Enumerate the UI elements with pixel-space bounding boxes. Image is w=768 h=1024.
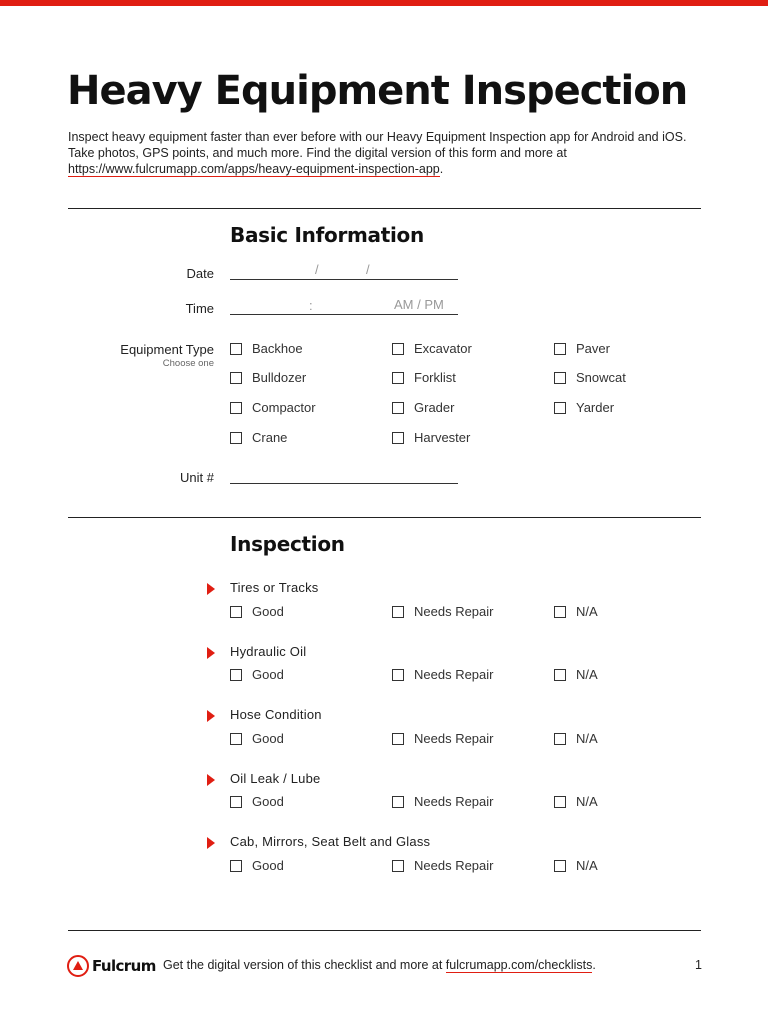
- equip-option-forklist[interactable]: Forklist: [392, 370, 456, 385]
- inspection-item-label: Hydraulic Oil: [230, 644, 307, 659]
- equip-option-snowcat[interactable]: Snowcat: [554, 370, 626, 385]
- item-arrow-icon: [207, 710, 215, 722]
- section-divider-basic: [68, 208, 701, 209]
- item5-option-good[interactable]: Good: [230, 858, 284, 873]
- checkbox[interactable]: [392, 733, 404, 745]
- date-label: Date: [186, 266, 214, 281]
- item2-option-good[interactable]: Good: [230, 667, 284, 682]
- checkbox[interactable]: [554, 669, 566, 681]
- checkbox[interactable]: [554, 733, 566, 745]
- time-field[interactable]: [230, 314, 458, 315]
- item2-option-needs-repair[interactable]: Needs Repair: [392, 667, 494, 682]
- checkbox[interactable]: [230, 606, 242, 618]
- checkbox[interactable]: [392, 402, 404, 414]
- intro-paragraph: [68, 129, 708, 177]
- checkbox[interactable]: [554, 343, 566, 355]
- item1-option-na[interactable]: N/A: [554, 604, 598, 619]
- item-arrow-icon: [207, 583, 215, 595]
- item1-option-needs-repair[interactable]: Needs Repair: [392, 604, 494, 619]
- checkbox[interactable]: [230, 796, 242, 808]
- equipment-type-sublabel: Choose one: [162, 358, 214, 369]
- checkbox[interactable]: [392, 432, 404, 444]
- fulcrum-logo: [67, 955, 156, 977]
- equipment-type-label: Equipment Type: [120, 342, 214, 357]
- checkbox[interactable]: [554, 402, 566, 414]
- item3-option-na[interactable]: N/A: [554, 731, 598, 746]
- checkbox[interactable]: [230, 432, 242, 444]
- item3-option-good[interactable]: Good: [230, 731, 284, 746]
- checkbox[interactable]: [554, 372, 566, 384]
- intro-end: .: [439, 162, 444, 176]
- item-arrow-icon: [207, 837, 215, 849]
- page-title: Heavy Equipment Inspection: [67, 68, 688, 114]
- checkbox[interactable]: [392, 796, 404, 808]
- footer-text: Get the digital version of this checklist and more at fulcrumapp.com/checklists.: [163, 958, 596, 972]
- item2-option-na[interactable]: N/A: [554, 667, 598, 682]
- item4-option-good[interactable]: Good: [230, 794, 284, 809]
- item5-option-needs-repair[interactable]: Needs Repair: [392, 858, 494, 873]
- basic-information-heading: Basic Information: [230, 223, 424, 247]
- equip-option-compactor[interactable]: Compactor: [230, 400, 316, 415]
- checkbox[interactable]: [392, 343, 404, 355]
- time-separator: :: [309, 298, 313, 313]
- checkbox[interactable]: [554, 860, 566, 872]
- time-label: Time: [185, 301, 214, 316]
- checkbox[interactable]: [554, 606, 566, 618]
- intro-link[interactable]: https://www.fulcrumapp.com/apps/heavy-equipment-inspection-app: [68, 162, 440, 176]
- checkbox[interactable]: [554, 796, 566, 808]
- checkbox[interactable]: [230, 860, 242, 872]
- equip-option-harvester[interactable]: Harvester: [392, 430, 470, 445]
- intro-text: Inspect heavy equipment faster than ever before with our Heavy Equipment Inspection app for Android and iOS. Take photos, GPS points, and much more. Find the digital version of this form and more at: [68, 130, 687, 160]
- equip-option-backhoe[interactable]: Backhoe: [230, 341, 303, 356]
- fulcrum-logo-icon: [67, 955, 89, 977]
- inspection-item-label: Hose Condition: [230, 707, 322, 722]
- fulcrum-logo-text: Fulcrum: [92, 957, 156, 975]
- page-number: 1: [695, 958, 702, 972]
- checkbox[interactable]: [230, 372, 242, 384]
- item4-option-na[interactable]: N/A: [554, 794, 598, 809]
- date-separator-2: /: [366, 262, 370, 277]
- equip-option-yarder[interactable]: Yarder: [554, 400, 614, 415]
- item3-option-needs-repair[interactable]: Needs Repair: [392, 731, 494, 746]
- checkbox[interactable]: [230, 343, 242, 355]
- inspection-item-label: Tires or Tracks: [230, 580, 319, 595]
- checkbox[interactable]: [392, 669, 404, 681]
- item-arrow-icon: [207, 774, 215, 786]
- inspection-heading: Inspection: [230, 532, 345, 556]
- checkbox[interactable]: [392, 372, 404, 384]
- inspection-item-label: Cab, Mirrors, Seat Belt and Glass: [230, 834, 431, 849]
- equip-option-bulldozer[interactable]: Bulldozer: [230, 370, 306, 385]
- date-field[interactable]: [230, 279, 458, 280]
- checkbox[interactable]: [230, 733, 242, 745]
- item1-option-good[interactable]: Good: [230, 604, 284, 619]
- item4-option-needs-repair[interactable]: Needs Repair: [392, 794, 494, 809]
- item-arrow-icon: [207, 647, 215, 659]
- item5-option-na[interactable]: N/A: [554, 858, 598, 873]
- equip-option-grader[interactable]: Grader: [392, 400, 454, 415]
- footer-link[interactable]: fulcrumapp.com/checklists: [445, 958, 593, 972]
- date-separator-1: /: [315, 262, 319, 277]
- equip-option-crane[interactable]: Crane: [230, 430, 287, 445]
- checkbox[interactable]: [230, 402, 242, 414]
- top-accent-bar: [0, 0, 768, 6]
- unit-number-label: Unit #: [180, 470, 214, 485]
- time-ampm: AM / PM: [394, 297, 444, 312]
- footer-divider: [68, 930, 701, 931]
- equip-option-excavator[interactable]: Excavator: [392, 341, 472, 356]
- section-divider-inspection: [68, 517, 701, 518]
- inspection-item-label: Oil Leak / Lube: [230, 771, 321, 786]
- unit-number-field[interactable]: [230, 483, 458, 484]
- checkbox[interactable]: [230, 669, 242, 681]
- checkbox[interactable]: [392, 606, 404, 618]
- equip-option-paver[interactable]: Paver: [554, 341, 610, 356]
- checkbox[interactable]: [392, 860, 404, 872]
